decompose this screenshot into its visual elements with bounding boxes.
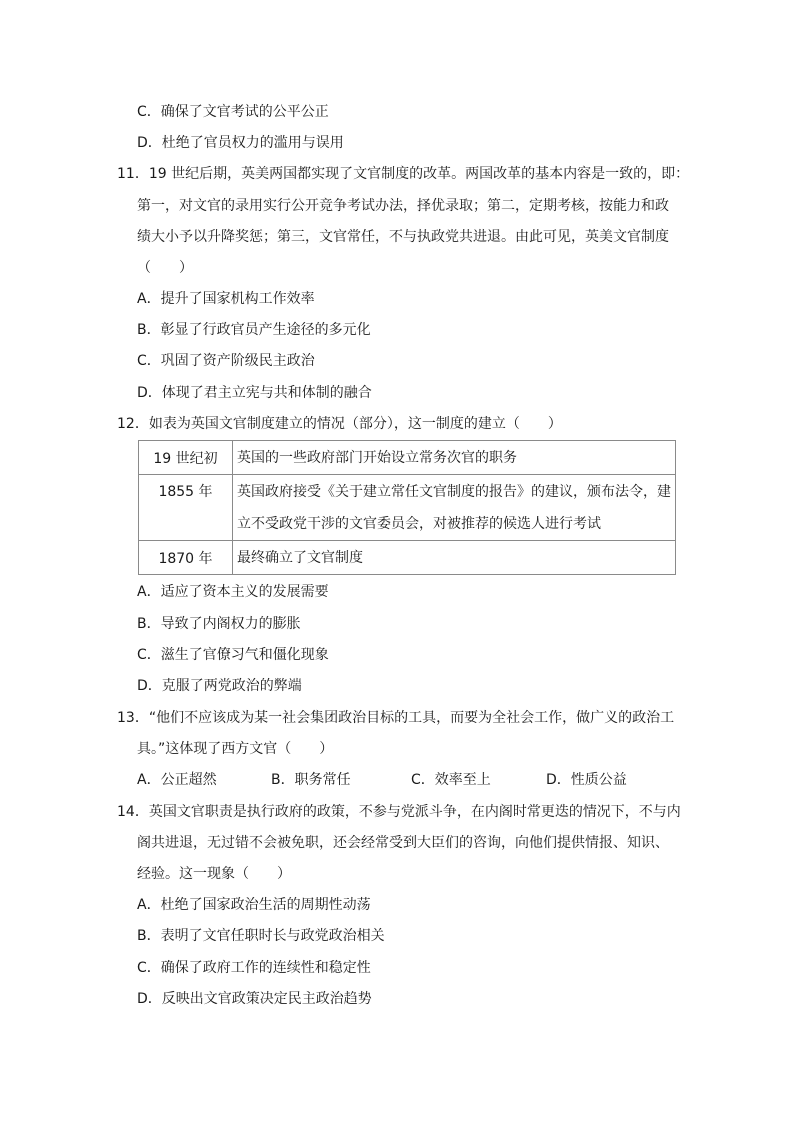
q13-stem-line1: 13．“他们不应该成为某一社会集团政治目标的工具，而要为全社会工作，做广义的政治工: [117, 710, 675, 726]
q10-option-c: C．确保了文官考试的公平公正: [137, 104, 329, 120]
table-content-cell: [233, 475, 676, 541]
q11-option-b: B．彰显了行政官员产生途径的多元化: [137, 322, 371, 338]
q11-answer-blank: （ ）: [137, 260, 193, 276]
q11-option-c: C．巩固了资产阶级民主政治: [137, 353, 315, 369]
q11-option-d: D．体现了君主立宪与共和体制的融合: [137, 385, 372, 401]
q14-option-b: B．表明了文官任职时长与政党政治相关: [137, 928, 385, 944]
table-year-cell: 1855 年: [139, 475, 233, 541]
table-year-cell: 1870 年: [139, 541, 233, 575]
table-content-line: 英国政府接受《关于建立常任文官制度的报告》的建议，颁布法令，建: [237, 483, 671, 500]
table-content-line: 立不受政党干涉的文官委员会，对被推荐的候选人进行考试: [237, 515, 601, 532]
q11-stem-line1: 11．19 世纪后期，英美两国都实现了文官制度的改革。两国改革的基本内容是一致的，即：: [117, 166, 690, 182]
q13-options-row: [0, 770, 794, 790]
q13-stem-line2: 具。”这体现了西方文官（ ）: [137, 741, 334, 757]
table-row: [139, 441, 676, 475]
q11-stem-line2: 第一，对文官的录用实行公开竞争考试办法，择优录取；第二，定期考核，按能力和政: [137, 198, 669, 214]
q12-option-d: D．克服了两党政治的弊端: [137, 678, 302, 694]
q13-option-a: A．公正超然: [137, 772, 217, 788]
q14-stem-line2: 阁共进退，无过错不会被免职，还会经常受到大臣们的咨询，向他们提供情报、知识、: [137, 835, 669, 851]
q13-option-d: D．性质公益: [546, 772, 627, 788]
q11-option-a: A．提升了国家机构工作效率: [137, 291, 315, 307]
table-row: [139, 541, 676, 575]
q14-option-c: C．确保了政府工作的连续性和稳定性: [137, 960, 371, 976]
q14-option-a: A．杜绝了国家政治生活的周期性动荡: [137, 897, 371, 913]
q12-option-b: B．导致了内阁权力的膨胀: [137, 616, 301, 632]
q13-option-c: C．效率至上: [411, 772, 491, 788]
q13-option-b: B．职务常任: [271, 772, 351, 788]
q14-stem-line1: 14．英国文官职责是执行政府的政策，不参与党派斗争，在内阁时常更迭的情况下，不与内: [117, 804, 681, 820]
table-row: [139, 475, 676, 541]
q12-option-c: C．滋生了官僚习气和僵化现象: [137, 647, 329, 663]
table-content-cell: 英国的一些政府部门开始设立常务次官的职务: [233, 441, 676, 475]
table-year-cell: 19 世纪初: [139, 441, 233, 475]
q14-stem-line3: 经验。这一现象（ ）: [137, 866, 291, 882]
civil-service-table: [138, 440, 676, 575]
table-content-cell: 最终确立了文官制度: [233, 541, 676, 575]
q12-stem: 12．如表为英国文官制度建立的情况（部分），这一制度的建立（ ）: [117, 416, 562, 432]
q11-stem-line3: 绩大小予以升降奖惩；第三，文官常任，不与执政党共进退。由此可见，英美文官制度: [137, 229, 669, 245]
q12-option-a: A．适应了资本主义的发展需要: [137, 584, 329, 600]
q14-option-d: D．反映出文官政策决定民主政治趋势: [137, 991, 372, 1007]
q10-option-d: D．杜绝了官员权力的滥用与误用: [137, 135, 344, 151]
